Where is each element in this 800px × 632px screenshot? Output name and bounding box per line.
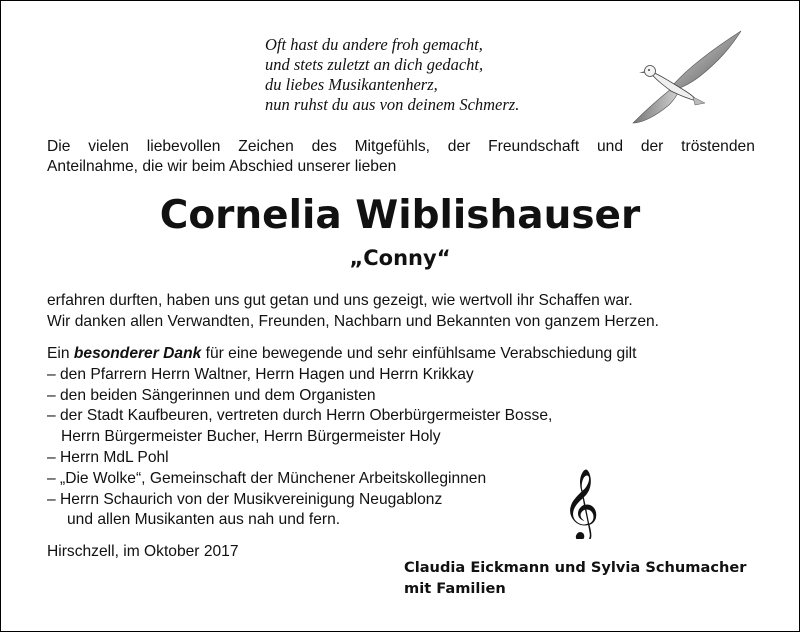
signature-names: Claudia Eickmann und Sylvia Schumacher xyxy=(404,559,747,576)
poem-line: und stets zuletzt an dich gedacht, xyxy=(265,55,484,74)
intro-line-1 xyxy=(47,137,755,157)
thanks-item-continuation: und allen Musikanten aus nah und fern. xyxy=(67,511,341,529)
poem-line: nun ruhst du aus von deinem Schmerz. xyxy=(265,95,520,114)
intro-word: des xyxy=(311,138,337,155)
intro-word: und xyxy=(596,138,623,155)
signature xyxy=(404,557,746,599)
intro-word: Die xyxy=(47,138,71,155)
intro-word: liebevollen xyxy=(146,138,221,155)
thanks-item: – Herrn Schaurich von der Musikvereinigung Neugablonz xyxy=(47,490,443,508)
intro-word: der xyxy=(640,138,664,155)
gratitude-paragraph xyxy=(47,290,767,332)
signature-families: mit Familien xyxy=(404,580,506,597)
poem xyxy=(265,35,625,115)
thanks-item-continuation: Herrn Bürgermeister Bucher, Herrn Bürgermeister Holy xyxy=(61,428,441,446)
thanks-item: – „Die Wolke“, Gemeinschaft der Münchener Arbeitskolleginnen xyxy=(47,469,487,487)
deceased-name: Cornelia Wiblishauser xyxy=(159,193,641,238)
treble-clef-icon xyxy=(561,459,601,539)
thanks-intro-prefix: Ein xyxy=(47,345,74,362)
thanks-item: – den beiden Sängerinnen und dem Organisten xyxy=(47,386,376,404)
deceased-nickname: „Conny“ xyxy=(349,246,451,270)
intro-line-2: Anteilnahme, die wir beim Abschied unserer lieben xyxy=(47,158,397,175)
gratitude-line: Wir danken allen Verwandten, Freunden, Nachbarn und Bekannten von ganzem Herzen. xyxy=(47,313,660,330)
thanks-intro xyxy=(47,344,687,365)
poem-line: du liebes Musikantenherz, xyxy=(265,75,438,94)
poem-line: Oft hast du andere froh gemacht, xyxy=(265,35,483,54)
thanks-item: – der Stadt Kaufbeuren, vertreten durch Herrn Oberbürgermeister Bosse, xyxy=(47,407,553,425)
svg-text:𝄞: 𝄞 xyxy=(562,467,600,539)
intro-word: Zeichen xyxy=(238,138,294,155)
intro-word: vielen xyxy=(88,138,129,155)
intro-word: Freundschaft xyxy=(488,138,580,155)
place-and-date: Hirschzell, im Oktober 2017 xyxy=(47,543,239,560)
thanks-item: – Herrn MdL Pohl xyxy=(47,448,169,466)
seagull-illustration xyxy=(627,27,745,127)
thanks-emphasis: besonderer Dank xyxy=(73,345,202,362)
intro-word: tröstenden xyxy=(681,138,755,155)
intro-paragraph xyxy=(47,137,755,177)
thanks-intro-suffix: für eine bewegende und sehr einfühlsame Verabschiedung gilt xyxy=(201,345,637,362)
thanks-item: – den Pfarrern Herrn Waltner, Herrn Hagen und Herrn Krikkay xyxy=(47,365,474,383)
gratitude-line: erfahren durften, haben uns gut getan und uns gezeigt, wie wertvoll ihr Schaffen war. xyxy=(47,292,633,309)
intro-word: Mitgefühls, xyxy=(354,138,430,155)
intro-word: der xyxy=(447,138,471,155)
